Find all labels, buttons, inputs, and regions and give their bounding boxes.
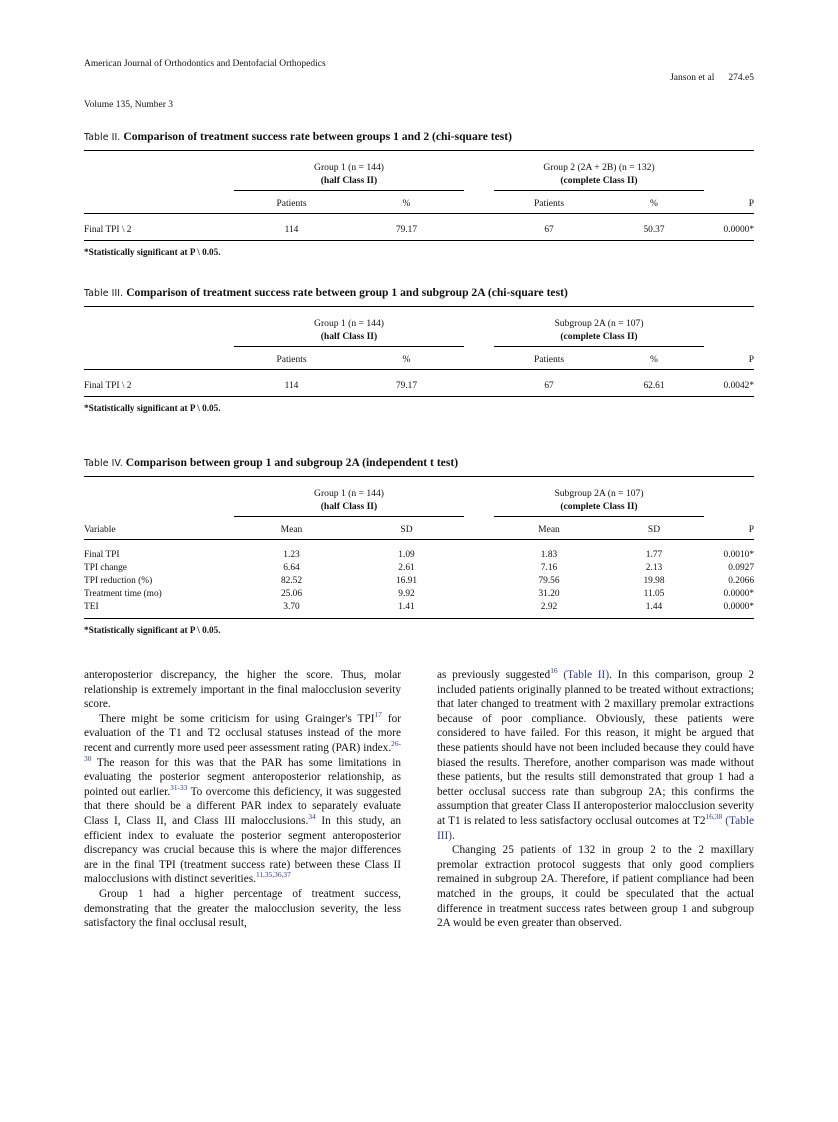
group-header-line1: Group 1 (n = 144) [314, 488, 384, 499]
column-header-gap [464, 191, 494, 214]
column-header-3: Mean [538, 525, 560, 535]
group-header-p-spacer [704, 155, 754, 187]
text-run: There might be some criticism for using Grainger's TPI [99, 712, 375, 725]
reference-superscript[interactable]: 26-30 [84, 739, 401, 763]
table-block-2 [84, 286, 754, 413]
row-cell-p-value: 0.0000* [723, 225, 754, 235]
column-header-row [84, 517, 754, 540]
group-header-line2: (half Class II) [320, 174, 378, 186]
row-gap [464, 575, 494, 588]
table-rule [84, 397, 754, 398]
row-cell: 62.61 [643, 381, 665, 391]
row-label: Final TPI \ 2 [84, 381, 132, 391]
group-header-line1: Subgroup 2A (n = 107) [554, 488, 644, 499]
group-header-gap [464, 311, 494, 343]
row-cell-p-value: 0.0000* [723, 589, 754, 599]
row-cell-p-value: 0.0927 [728, 563, 754, 573]
group-header-spacer [84, 481, 234, 513]
group-header-gap [464, 155, 494, 187]
table-cross-reference[interactable]: (Table III) [437, 814, 754, 842]
reference-superscript[interactable]: 16 [550, 666, 558, 676]
paragraph [84, 712, 401, 887]
data-table [84, 306, 754, 397]
table-caption [84, 286, 754, 301]
text-run: as previously suggested [437, 669, 551, 681]
row-gap [464, 588, 494, 601]
table-row [84, 601, 754, 619]
table-block-1 [84, 130, 754, 257]
table-caption [84, 456, 754, 471]
column-header-4: % [650, 355, 658, 365]
table-row [84, 218, 754, 241]
table-row [84, 562, 754, 575]
text-run: Group 1 had a higher percentage of treatment success, demonstrating that the greater the malocclusion severity, the less satisfactory the final occlusal result, [84, 887, 401, 930]
reference-superscript[interactable]: 11,35,36,37 [255, 870, 291, 880]
group-header-1 [234, 155, 464, 187]
data-table [84, 476, 754, 619]
row-label: Final TPI [84, 550, 120, 560]
row-cell: 6.64 [283, 563, 300, 573]
group-header-p-spacer [704, 481, 754, 513]
text-run: In this study, an efficient index to evaluate the posterior segment anteroposterior discrepancy was crucial because this is where the major differences are in the final TPI (treatment success rate) between these Class II malocclusions with distinct severities. [84, 814, 402, 886]
row-cell: 79.56 [538, 576, 560, 586]
text-run: for evaluation of the T1 and T2 occlusal statuses instead of the more recent and currently more used peer assessment rating (PAR) index. [84, 712, 402, 754]
group-header-line2: (half Class II) [320, 500, 378, 512]
row-cell: 9.92 [398, 589, 415, 599]
row-cell: 2.92 [540, 602, 558, 612]
column-header-2: SD [400, 525, 413, 535]
row-cell: 1.44 [645, 602, 663, 612]
column-header-4: SD [647, 525, 661, 535]
column-header-2: % [402, 199, 411, 209]
column-header-gap [464, 517, 494, 540]
row-cell: 114 [284, 225, 299, 235]
row-cell: 1.23 [283, 550, 300, 560]
text-run: Changing 25 patients of 132 in group 2 to the 2 maxillary premolar extraction protocol suggests that only good compliers remained in subgroup 2A. Therefore, if patient compliance had been matched in the groups, it could be speculated that the actual difference in treatment success rates between group 1 and subgroup 2A would be even greater than observed. [437, 844, 754, 930]
group-header-spacer [84, 311, 234, 343]
group-header-line2: (half Class II) [320, 330, 378, 342]
row-cell: 114 [284, 381, 299, 391]
table-cross-reference[interactable]: (Table II) [563, 669, 610, 681]
article-authors: Janson et al [670, 72, 715, 83]
row-label: TPI reduction (%) [84, 576, 153, 586]
body-text [84, 668, 754, 931]
running-head-right [651, 58, 754, 99]
paragraph [437, 668, 754, 843]
table-rule [84, 619, 754, 620]
reference-superscript[interactable]: 16,38 [705, 812, 723, 822]
group-header-line2: (complete Class II) [560, 330, 638, 342]
row-cell: 1.09 [398, 550, 415, 560]
group-header-2 [494, 311, 704, 343]
row-label: Final TPI \ 2 [84, 225, 132, 235]
text-run: . [452, 829, 455, 842]
row-gap [464, 218, 494, 241]
row-label: Treatment time (mo) [84, 589, 162, 599]
group-header-line1: Subgroup 2A (n = 107) [554, 318, 644, 329]
table-number: Table III. [84, 288, 124, 299]
text-run: . In this comparison, group 2 included patients originally planned to be treated without extractions; that later changed to treatment with 2 maxillary premolar extractions because of poor compliance. Obviously, these patients were considered to have failed. For this reason, it might be argued that these patients should have not been included because they could have biased the results. Therefore, another comparison was made without these patients, but the results still demonstrated that group 1 had a better occlusal success rate than subgroup 2A; this confirms the assumption that greater Class II anteroposterior malocclusion severity at T1 is related to less satisfactory occlusal outcomes at T2 [437, 669, 754, 827]
group-header-row [84, 311, 754, 343]
row-cell: 16.91 [395, 576, 418, 586]
row-gap [464, 562, 494, 575]
column-header-row [84, 191, 754, 214]
table-caption [84, 130, 754, 145]
table-row [84, 374, 754, 397]
column-header-1: Patients [276, 355, 307, 365]
rule-cell [84, 619, 754, 620]
text-run: To overcome this deficiency, it was suggested that there should be a different PAR index to separately evaluate Class I, Class II, and Class III malocclusions. [84, 785, 402, 827]
row-cell: 11.05 [643, 589, 665, 599]
row-cell: 2.13 [645, 563, 663, 573]
column-header-3: Patients [533, 355, 565, 365]
group-header-1 [234, 311, 464, 343]
paragraph [84, 668, 401, 712]
row-gap [464, 374, 494, 397]
column-header-0 [84, 347, 234, 370]
table-row [84, 575, 754, 588]
page-number: 274.e5 [728, 72, 754, 83]
column-header-4: % [650, 199, 658, 209]
table-number: Table II. [84, 132, 121, 143]
paragraph [84, 887, 401, 931]
table-block-3 [84, 456, 754, 635]
body-column-left [84, 668, 401, 931]
column-header-row [84, 347, 754, 370]
row-cell-p-value: 0.0042* [723, 381, 754, 391]
column-header-5: P [748, 525, 754, 535]
paragraph [437, 843, 754, 931]
row-cell: 67 [544, 381, 554, 391]
text-run: anteroposterior discrepancy, the higher the score. Thus, molar relationship is extremely important in the final malocclusion severity score. [84, 669, 401, 711]
group-header-line1: Group 2 (2A + 2B) (n = 132) [543, 162, 655, 173]
rule-cell [84, 397, 754, 398]
table-title: Comparison of treatment success rate between group 1 and subgroup 2A (chi-square test) [126, 286, 568, 299]
table-row [84, 588, 754, 601]
group-header-spacer [84, 155, 234, 187]
row-cell: 31.20 [538, 589, 560, 599]
group-header-row [84, 155, 754, 187]
row-gap [464, 544, 494, 562]
column-header-0 [84, 191, 234, 214]
column-header-0: Variable [84, 525, 116, 535]
data-table [84, 150, 754, 241]
row-cell: 3.70 [283, 602, 300, 612]
running-head [84, 58, 754, 112]
group-header-gap [464, 481, 494, 513]
column-header-5: P [748, 355, 754, 365]
row-cell: 79.17 [395, 225, 418, 235]
group-header-line2: (complete Class II) [560, 500, 638, 512]
row-label: TPI change [84, 563, 127, 573]
column-header-2: % [402, 355, 411, 365]
row-label: TEI [84, 602, 99, 612]
row-cell: 1.77 [645, 550, 663, 560]
rule-cell [84, 241, 754, 242]
column-header-3: Patients [533, 199, 565, 209]
row-cell: 50.37 [643, 225, 665, 235]
row-cell: 7.16 [540, 563, 558, 573]
journal-title: American Journal of Orthodontics and Dentofacial Orthopedics [84, 59, 326, 69]
table-rule [84, 241, 754, 242]
group-header-1 [234, 481, 464, 513]
row-cell: 67 [544, 225, 554, 235]
group-header-line1: Group 1 (n = 144) [314, 318, 384, 329]
table-row [84, 544, 754, 562]
column-header-1: Patients [276, 199, 307, 209]
column-header-gap [464, 347, 494, 370]
group-header-p-spacer [704, 311, 754, 343]
table-title: Comparison between group 1 and subgroup 2A (independent t test) [125, 456, 459, 469]
row-cell: 79.17 [395, 381, 418, 391]
row-cell: 19.98 [643, 576, 665, 586]
group-header-2 [494, 481, 704, 513]
group-header-line2: (complete Class II) [560, 174, 638, 186]
table-title: Comparison of treatment success rate between groups 1 and 2 (chi-square test) [123, 130, 513, 143]
row-cell: 25.06 [280, 589, 303, 599]
row-cell-p-value: 0.0010* [723, 550, 754, 560]
row-cell: 82.52 [280, 576, 303, 586]
column-header-5: P [748, 199, 754, 209]
column-header-1: Mean [280, 525, 303, 535]
reference-superscript[interactable]: 31-33 [170, 782, 188, 792]
group-header-line1: Group 1 (n = 144) [314, 162, 384, 173]
text-run: The reason for this was that the PAR has some limitations in evaluating the posterior segment anteroposterior relationship, as pointed out earlier. [84, 756, 401, 798]
table-footnote: *Statistically significant at P \ 0.05. [84, 247, 221, 257]
row-cell: 2.61 [398, 563, 415, 573]
table-footnote: *Statistically significant at P \ 0.05. [84, 403, 221, 413]
table-number: Table IV. [84, 458, 123, 469]
group-header-row [84, 481, 754, 513]
row-cell: 1.41 [398, 602, 415, 612]
body-column-right [437, 668, 754, 931]
row-cell-p-value: 0.0000* [723, 602, 754, 612]
reference-superscript[interactable]: 34 [308, 812, 316, 822]
running-head-row-1 [84, 58, 754, 99]
reference-superscript[interactable]: 17 [374, 710, 382, 720]
group-header-2 [494, 155, 704, 187]
volume-issue: Volume 135, Number 3 [84, 99, 174, 110]
row-gap [464, 601, 494, 619]
table-footnote: *Statistically significant at P \ 0.05. [84, 625, 221, 635]
row-cell-p-value: 0.2066 [728, 576, 754, 586]
row-cell: 1.83 [540, 550, 558, 560]
